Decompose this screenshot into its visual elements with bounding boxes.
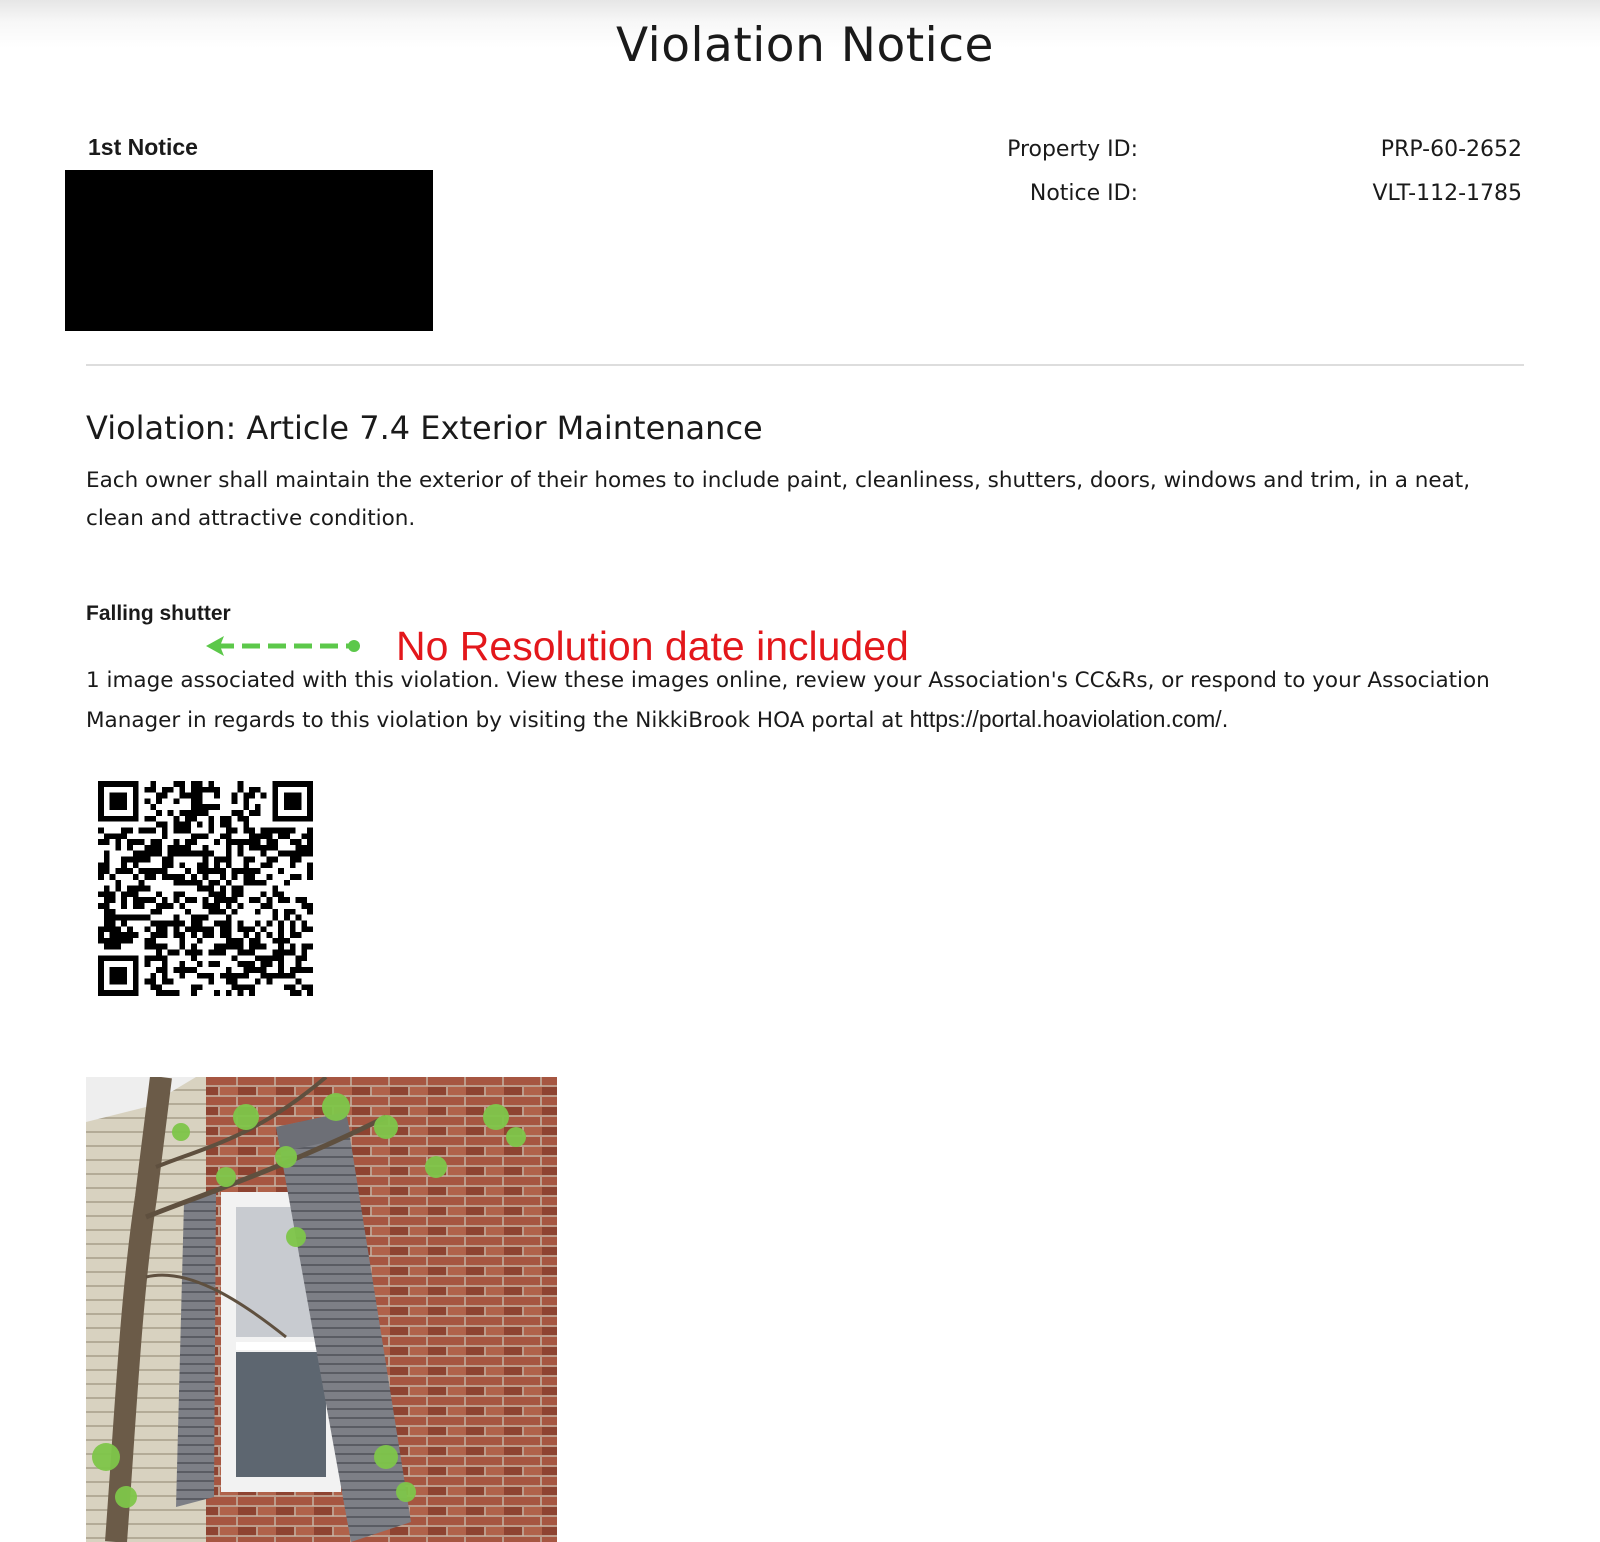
violation-photo	[86, 1077, 557, 1542]
violation-item-title: Falling shutter	[86, 602, 231, 625]
images-info-prefix: 1 image associated with this violation. View these images online, review your Association's CC&Rs, or respond to your Association Manager in regards to this violation by visiting the NikkiBrook HOA portal at	[86, 668, 1490, 733]
images-info-text	[86, 662, 1546, 740]
property-id-value: PRP-60-2652	[1380, 137, 1522, 162]
images-info-suffix: .	[1221, 708, 1229, 733]
page-title: Violation Notice	[616, 18, 994, 73]
notice-level: 1st Notice	[88, 134, 198, 160]
green-arrow-icon	[204, 634, 364, 658]
section-divider	[86, 364, 1524, 366]
qr-code-icon[interactable]	[98, 781, 313, 996]
annotation-no-resolution-date: No Resolution date included	[396, 623, 909, 669]
redacted-address-block	[65, 170, 433, 331]
notice-id-value: VLT-112-1785	[1372, 181, 1522, 206]
notice-id-label: Notice ID:	[1029, 181, 1138, 206]
property-id-label: Property ID:	[1007, 137, 1138, 162]
portal-link[interactable]: https://portal.hoaviolation.com/	[909, 706, 1222, 732]
violation-title: Violation: Article 7.4 Exterior Maintenance	[86, 409, 763, 447]
violation-description: Each owner shall maintain the exterior of their homes to include paint, cleanliness, shutters, doors, windows and trim, in a neat, clean and attractive condition.	[86, 468, 1471, 531]
